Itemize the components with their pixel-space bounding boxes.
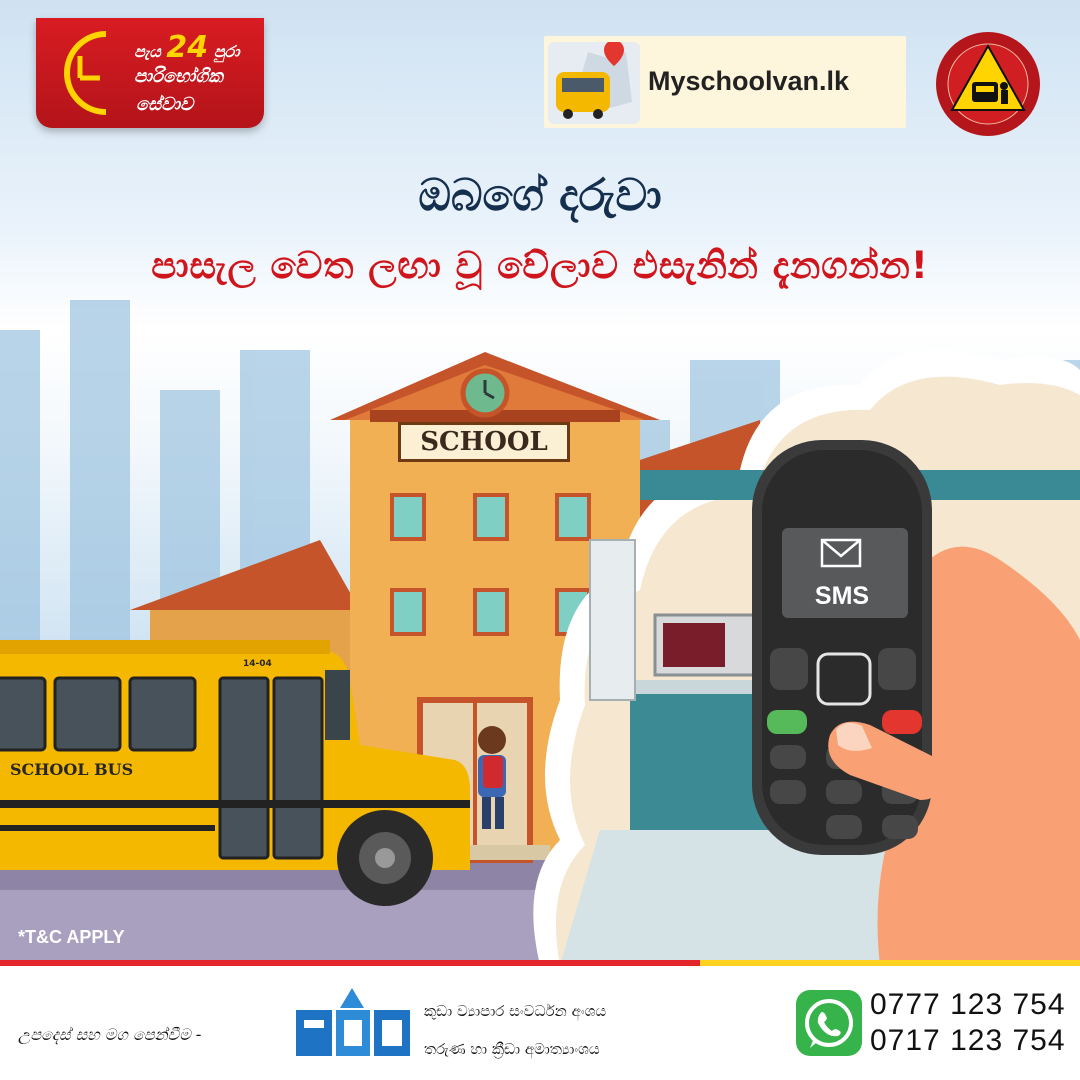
headline-title: ඔබගේ දරුවා [418, 170, 662, 221]
road [0, 880, 560, 965]
customer-service-badge [36, 18, 264, 128]
badge-prefix: පැය [134, 42, 161, 61]
headline-subtitle: පාසැල වෙත ලඟා වූ වේලාව එසැනින් දැනගන්න! [151, 244, 929, 287]
ministry-line-2: තරුණ හා ක්‍රීඩා අමාත්‍යාංශය [424, 1040, 600, 1058]
clock-icon [46, 28, 126, 118]
badge-line-2: පාරිභෝගික [134, 66, 223, 87]
brand-name: Myschoolvan.lk [648, 66, 850, 96]
brand-logo-box [544, 36, 906, 128]
whatsapp-icon [796, 990, 862, 1056]
bus-label: SCHOOL BUS [10, 760, 134, 779]
stripe-red [0, 960, 700, 966]
association-logo [934, 30, 1042, 138]
ministry-logo [296, 988, 414, 1058]
sms-label: SMS [814, 582, 870, 610]
phone-number-1[interactable]: 0777 123 754 [870, 988, 1066, 1021]
badge-suffix: පුරා [213, 42, 240, 61]
bus-number: 14-04 [243, 659, 272, 669]
badge-line-3: සේවාව [136, 94, 194, 115]
phone-number-2[interactable]: 0717 123 754 [870, 1024, 1066, 1057]
terms-disclaimer: *T&C APPLY [18, 927, 125, 947]
guidance-label: උපදෙස් සහ මග පෙන්වීම - [18, 1025, 202, 1044]
ministry-line-1: කුඩා ව්‍යාපාර සංවර්ධන අංශය [424, 1002, 607, 1020]
badge-line-1 [134, 30, 239, 65]
stripe-yellow [700, 960, 1080, 966]
school-sign: SCHOOL [398, 422, 570, 462]
school-van-icon [548, 42, 640, 124]
badge-hours: 24 [166, 30, 209, 65]
